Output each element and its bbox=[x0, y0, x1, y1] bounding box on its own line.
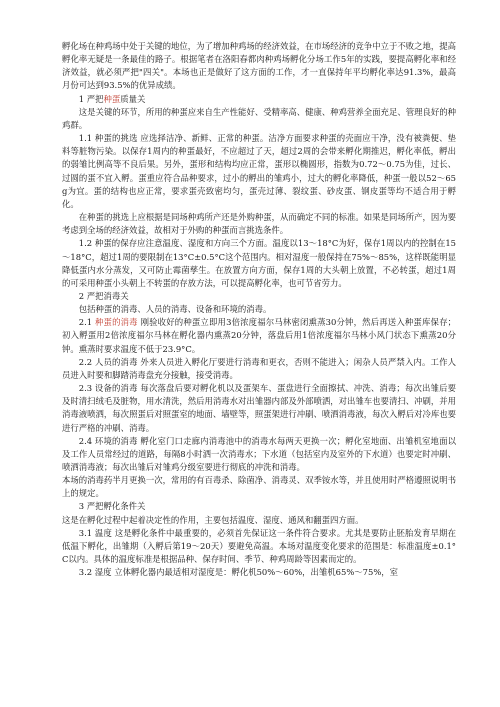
body-paragraph: 1.1 种蛋的挑选 应选择洁净、新鲜、正常的种蛋。洁净方面要求种蛋的壳面应干净，没有被粪便、垫料等脏物污染。以保存1周内的种蛋最好，不应超过了天，超过2周的会带来孵化期推迟，孵化率低，孵出的弱雏比例高等不良后果。另外，蛋形和结构均应正常，蛋形以椭圆形，指数为0.72～0.75为佳，过长、过圆的蛋不宜入孵。蛋重应符合品种要求，过小的孵出的雏鸡小，过大的孵化率降低，种蛋一般以52～65g为宜。蛋的结构也应正常，要求蛋壳致密均匀，蛋壳过薄、裂纹蛋、砂皮蛋、钢皮蛋等均不适合用于孵化。 bbox=[62, 133, 456, 209]
paragraph-text: 刚验收好的种蛋立即用3倍浓度福尔马林密闭熏蒸30分钟，然后再送入种蛋库保存；初入孵蛋用2倍浓度福尔马林在孵化器内熏蒸20分钟，落盘后用1倍浓度福尔马林小风门状态下熏蒸20分钟。熏蒸时要求温度不低于23.9°C。 bbox=[62, 317, 457, 354]
body-paragraph: 3.1 温度 这是孵化条件中最重要的，必须首先保证这一条件符合要求。尤其是要防止胚胎发育早期在低温下孵化，出雏期（入孵后第19～20天）要避免高温。本场对温度变化要求的范围是：标准温度±0.1°C以内。具体的温度标准是根据品种、保存时间、季节、种鸡周龄等因素而定的。 bbox=[62, 527, 456, 565]
highlighted-keyword: 种蛋的消毒 bbox=[94, 317, 138, 328]
body-paragraph: 1.2 种蛋的保存应注意温度、湿度和方向三个方面。温度以13～18°C为好，保存1周以内的控制在15～18°C，超过1周的要限制在13°C±0.5°C这个范围内。相对湿度一般保持在75%～85%，这样既能明显降低蛋内水分蒸发，又可防止霉菌孳生。在放置方向方面，保存1周的大头朝上放置，不必转蛋，超过1周的可采用种蛋小头朝上不转蛋的存放方法，可以提高孵化率，也可节省劳力。 bbox=[62, 238, 456, 288]
body-paragraph: 3.2 湿度 立体孵化器内最适相对湿度是：孵化机50%～60%，出雏机65%～75%，室 bbox=[78, 567, 399, 578]
body-paragraph: 本场的消毒药半月更换一次，常用的有百毒杀、除菌净、消毒灵、双季铵水等，并且使用时严格遵照说明书上的规定。 bbox=[62, 475, 456, 499]
heading-text: 2 严把消毒关 bbox=[78, 290, 129, 301]
paragraph-text: 2.1 bbox=[78, 317, 95, 328]
body-paragraph: 在种蛋的挑选上应根据是同场种鸡所产还是外购种蛋，从而确定不同的标准。如果是同场所产，因为要考虑到全场的经济效益，故相对于外购的种蛋而言挑选条件。 bbox=[62, 212, 456, 236]
body-paragraph bbox=[62, 316, 456, 355]
section-heading bbox=[62, 290, 456, 303]
body-paragraph: 这是在孵化过程中起着决定性的作用，主要包括温度、湿度、通风和翻蛋四方面。 bbox=[62, 514, 364, 525]
heading-text: 3 严把孵化条件关 bbox=[78, 501, 146, 512]
body-paragraph: 这是关键的环节，所用的种蛋应来自生产性能好、受精率高、健康、种鸡营养全面充足、管理良好的种鸡群。 bbox=[62, 106, 456, 130]
body-paragraph: 2.3 设备的消毒 每次落盘后要对孵化机以及蛋架车、蛋盘进行全面擦拭、冲洗、消毒；每次出雏后要及时清扫绒毛及脏物，用水清洗，然后用消毒水对出雏器内部及外部喷洒，对出雏车也要清扫、冲刷，并用消毒液喷洒，每次照蛋后对照蛋室的地面、墙壁等，照蛋架进行冲刷、喷洒消毒液，每次入孵后对冷库也要进行严格的冲刷、消毒。 bbox=[62, 383, 456, 433]
heading-text: 1 严把 bbox=[78, 93, 104, 104]
body-paragraph: 2.4 环境的消毒 孵化室门口走廊内消毒池中的消毒水每两天更换一次；孵化室地面、出雏机室地面以及工作人员常经过的道路，每隔8小时洒一次消毒水；下水道（包括室内及室外的下水道）也要定时冲刷、喷洒消毒液；每次出雏后对雏鸡分级室要进行彻底的冲洗和消毒。 bbox=[62, 435, 456, 472]
body-paragraph: 孵化场在种鸡场中处于关键的地位，为了增加种鸡场的经济效益，在市场经济的竞争中立于不败之地，提高孵化率无疑是一条最佳的路子。根据笔者在洛阳春都肉种鸡场孵化分场工作5年的实践，要提高孵化率和经济效益，就必须严把"四关"。本场也正是做好了这方面的工作，才一直保持年平均孵化率达91.3%，最高月份可达到93.5%的优异成绩。 bbox=[62, 41, 456, 91]
body-paragraph: 包括种蛋的消毒、人员的消毒、设备和环境的消毒。 bbox=[78, 304, 272, 315]
body-paragraph: 2.2 人员的消毒 外来人员进入孵化厅要进行消毒和更衣，否则不能进入；闲杂人员严禁入内。工作人员进入时要和脚踏消毒盘充分接触，接受消毒。 bbox=[62, 356, 456, 380]
section-heading bbox=[62, 93, 456, 106]
heading-text: 质量关 bbox=[120, 93, 146, 104]
highlighted-keyword: 种蛋 bbox=[103, 93, 121, 104]
section-heading bbox=[62, 500, 456, 513]
